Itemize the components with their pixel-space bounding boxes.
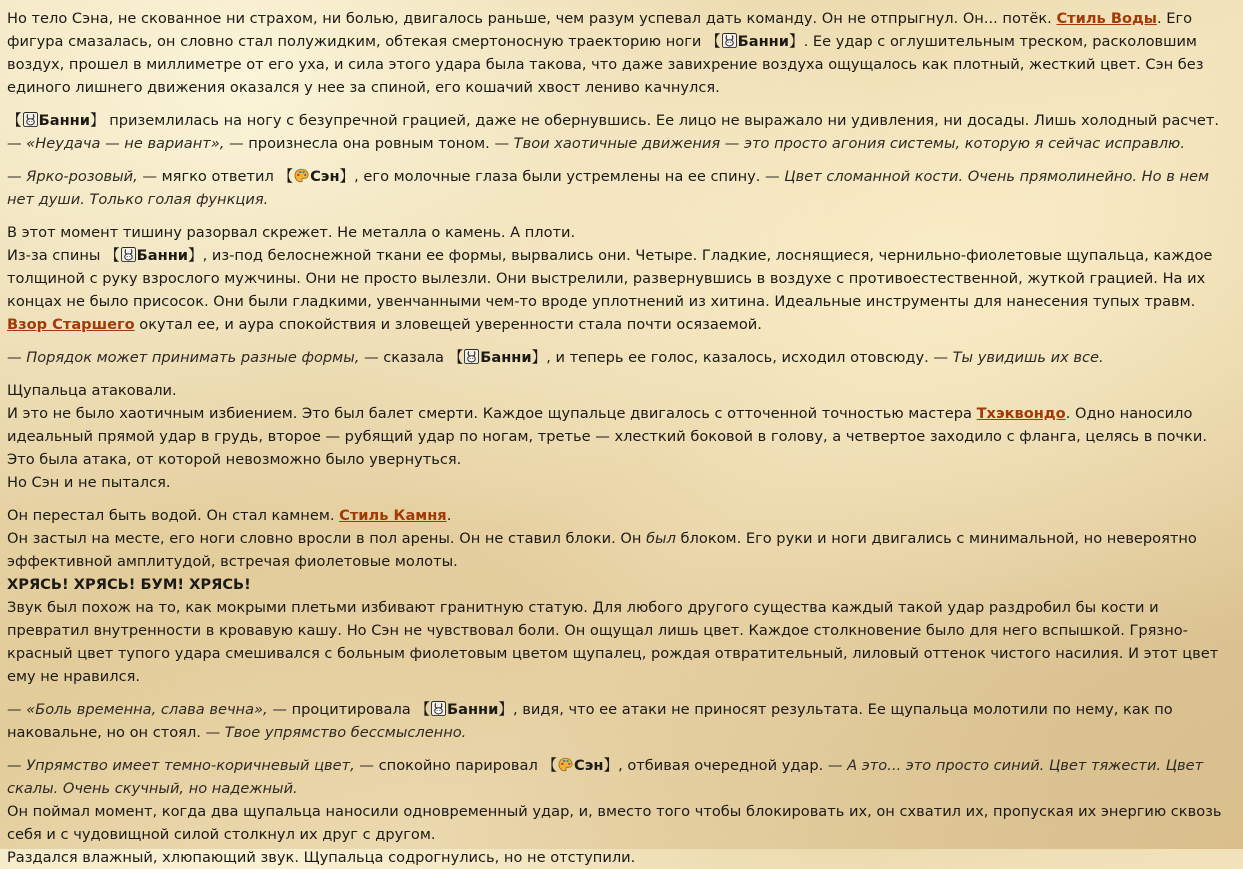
character-name: Банни bbox=[38, 112, 90, 129]
text: , видя, что ее атаки не приносят результата. Ее щупальца молотили по нему, как по наковальне, но он стоял. bbox=[7, 701, 1173, 741]
character-name: Сэн bbox=[574, 757, 604, 774]
text: Из-за спины bbox=[7, 247, 106, 264]
dialogue: — А это... это просто синий. Цвет тяжести. Цвет скалы. Очень скучный, но надежный. bbox=[7, 757, 1204, 797]
paragraph-4 bbox=[7, 221, 1235, 336]
sound-effect: ХРЯСЬ! ХРЯСЬ! БУМ! ХРЯСЬ! bbox=[7, 576, 251, 593]
character-tag-sen[interactable] bbox=[542, 757, 618, 774]
bracket-open: 【 bbox=[448, 349, 464, 366]
bracket-close: 】 bbox=[788, 33, 804, 50]
text: . Ее удар с оглушительным треском, расколовшим воздух, прошел в миллиметре от его уха, и сила этого удара была такова, что даже завихрение воздуха ощущалось как плотный, жесткий цвет. Сэн без единого лишнего движения оказался у нее за спиной, его кошачий хвост лениво качнулся. bbox=[7, 33, 1204, 96]
text: , его молочные глаза были устремлены на ее спину. bbox=[354, 168, 766, 185]
text: Щупальца атаковали. bbox=[7, 382, 177, 399]
text: , отбивая очередной удар. bbox=[618, 757, 828, 774]
character-tag-bunny[interactable] bbox=[415, 701, 513, 718]
dialogue: — «Неудача — не вариант», — bbox=[7, 135, 244, 152]
text: Он перестал быть водой. Он стал камнем. bbox=[7, 507, 340, 524]
text: И это не было хаотичным избиением. Это был балет смерти. Каждое щупальце двигалось с отточенной точностью мастера bbox=[7, 405, 977, 422]
text: спокойно парировал bbox=[374, 757, 543, 774]
dialogue: — Ярко-розовый, — bbox=[7, 168, 158, 185]
dialogue: — Упрямство имеет темно-коричневый цвет, — bbox=[7, 757, 374, 774]
bracket-close: 】 bbox=[89, 112, 105, 129]
bracket-open: 【 bbox=[7, 112, 22, 129]
paragraph-6 bbox=[7, 379, 1235, 494]
character-name: Сэн bbox=[310, 168, 340, 185]
character-name: Банни bbox=[737, 33, 789, 50]
text: Он поймал момент, когда два щупальца наносили одновременный удар, и, вместо того чтобы блокировать их, он схватил их, пропуская их энергию сквозь себя и с чудовищной силой столкнул их друг с другом. bbox=[7, 803, 1222, 843]
character-name: Банни bbox=[480, 349, 532, 366]
bracket-open: 【 bbox=[415, 701, 430, 718]
text: приземлилась на ногу с безупречной грацией, даже не обернувшись. Ее лицо не выражало ни удивления, ни досады. Лишь холодный расчет. bbox=[104, 112, 1220, 129]
link-water-style[interactable]: Стиль Воды bbox=[1056, 10, 1157, 27]
bracket-close: 】 bbox=[188, 247, 203, 264]
dialogue: — «Боль временна, слава вечна», — bbox=[7, 701, 287, 718]
bracket-close: 】 bbox=[339, 168, 355, 185]
link-taekwondo[interactable]: Тхэквондо bbox=[976, 405, 1066, 422]
text: , и теперь ее голос, казалось, исходил отовсюду. bbox=[546, 349, 934, 366]
paragraph-2 bbox=[7, 109, 1235, 155]
character-tag-bunny[interactable] bbox=[7, 112, 105, 129]
text: Но тело Сэна, не скованное ни страхом, ни болью, двигалось раньше, чем разум успевал дать команду. Он не отпрыгнул. Он... потёк. bbox=[7, 10, 1057, 27]
text: окутал ее, и аура спокойствия и зловещей уверенности стала почти осязаемой. bbox=[134, 316, 762, 333]
text: Раздался влажный, хлюпающий звук. Щупальца содрогнулись, но не отступили. bbox=[7, 849, 636, 866]
rabbit-icon bbox=[23, 112, 38, 127]
dialogue: — Порядок может принимать разные формы, — bbox=[7, 349, 379, 366]
text: блоком. Его руки и ноги двигались с минимальной, но невероятно эффективной амплитудой, встречая фиолетовые молоты. bbox=[7, 530, 1197, 570]
text: , из-под белоснежной ткани ее формы, вырвались они. Четыре. Гладкие, лоснящиеся, чернильно-фиолетовые щупальца, каждое толщиной с руку взрослого мужчины. Они не просто вылезли. Они выстрелили, развернувшись в воздухе с противоестественной, жуткой грацией. На их концах не было присосок. Они были гладкими, увенчанными чем-то вроде уплотнений из хитина. Идеальные инструменты для нанесения тупых травм. bbox=[7, 247, 1213, 310]
text: Звук был похож на то, как мокрыми плетьми избивают гранитную статую. Для любого другого существа каждый такой удар раздробил бы кости и превратил внутренности в кровавую кашу. Но Сэн не чувствовал боли. Он ощущал лишь цвет. Каждое столкновение было для него вспышкой. Грязно-красный цвет тупого удара смешивался с больным фиолетовым цветом щупалец, рождая отвратительный, лиловый оттенок чистого насилия. И этот цвет ему не нравился. bbox=[7, 599, 1219, 685]
text: Но Сэн и не пытался. bbox=[7, 474, 171, 491]
link-stone-style[interactable]: Стиль Камня bbox=[339, 507, 447, 524]
text: . bbox=[446, 507, 452, 524]
rabbit-icon bbox=[431, 701, 446, 716]
bracket-open: 【 bbox=[105, 247, 120, 264]
bracket-open: 【 bbox=[706, 33, 721, 50]
dialogue: — Твои хаотичные движения — это просто агония системы, которую я сейчас исправлю. bbox=[494, 135, 1185, 152]
bracket-close: 】 bbox=[603, 757, 619, 774]
text: . Одно наносило идеальный прямой удар в грудь, второе — рубящий удар по ногам, третье — хлесткий боковой в голову, а четвертое заходило с фланга, целясь в почки. Это была атака, от которой невозможно было увернуться. bbox=[7, 405, 1207, 468]
dialogue: — Цвет сломанной кости. Очень прямолинейно. Но в нем нет души. Только голая функция. bbox=[7, 168, 1209, 208]
character-name: Банни bbox=[446, 701, 499, 718]
bracket-close: 】 bbox=[498, 701, 513, 718]
text: . Его фигура смазалась, он словно стал полужидким, обтекая смертоносную траекторию ноги bbox=[7, 10, 1193, 50]
text: Он застыл на месте, его ноги словно вросли в пол арены. Он не ставил блоки. Он bbox=[7, 530, 647, 547]
paragraph-1 bbox=[7, 7, 1235, 99]
character-name: Банни bbox=[136, 247, 189, 264]
bracket-close: 】 bbox=[531, 349, 547, 366]
text: сказала bbox=[378, 349, 449, 366]
paragraph-5 bbox=[7, 346, 1235, 369]
text: мягко ответил bbox=[157, 168, 279, 185]
character-tag-bunny[interactable] bbox=[449, 349, 547, 366]
paragraph-9 bbox=[7, 754, 1235, 869]
emphasis: был bbox=[646, 530, 676, 547]
text: произнесла она ровным тоном. bbox=[243, 135, 495, 152]
dialogue: — Ты увидишь их все. bbox=[933, 349, 1104, 366]
character-tag-bunny[interactable] bbox=[105, 247, 203, 264]
rabbit-icon bbox=[722, 33, 737, 48]
paragraph-7 bbox=[7, 504, 1235, 688]
paragraph-8 bbox=[7, 698, 1235, 744]
link-elder-gaze[interactable]: Взор Старшего bbox=[7, 316, 135, 333]
rabbit-icon bbox=[121, 247, 136, 262]
character-tag-bunny[interactable] bbox=[706, 33, 804, 50]
palette-icon bbox=[558, 757, 573, 772]
bracket-open: 【 bbox=[542, 757, 558, 774]
paragraph-3 bbox=[7, 165, 1235, 211]
rabbit-icon bbox=[464, 349, 479, 364]
character-tag-sen[interactable] bbox=[278, 168, 354, 185]
text: В этот момент тишину разорвал скрежет. Не металла о камень. А плоти. bbox=[7, 224, 576, 241]
dialogue: — Твое упрямство бессмысленно. bbox=[205, 724, 467, 741]
palette-icon bbox=[294, 168, 309, 183]
text: процитировала bbox=[286, 701, 416, 718]
bracket-open: 【 bbox=[278, 168, 294, 185]
